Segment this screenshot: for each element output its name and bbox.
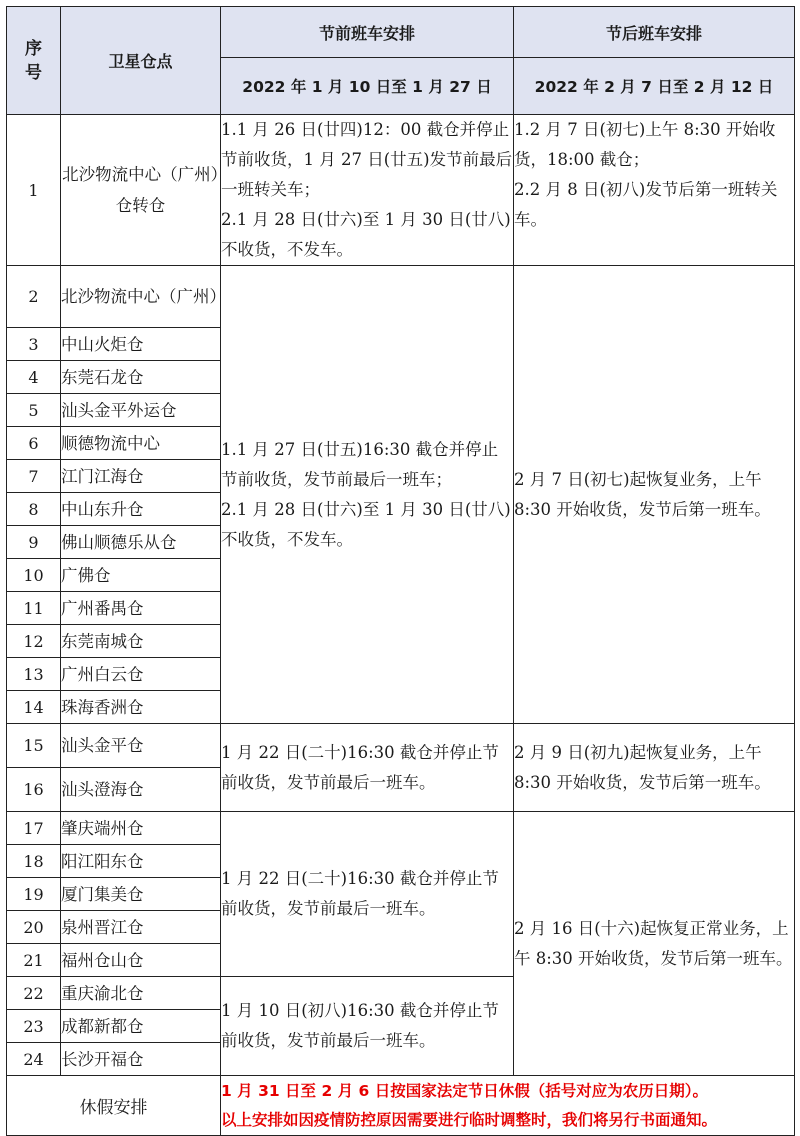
row-number: 5	[7, 394, 61, 427]
warehouse-name: 汕头金平仓	[61, 724, 221, 768]
row-number: 18	[7, 845, 61, 878]
warehouse-name: 广佛仓	[61, 559, 221, 592]
warehouse-name: 东莞南城仓	[61, 625, 221, 658]
warehouse-name: 福州仓山仓	[61, 944, 221, 977]
warehouse-name: 成都新都仓	[61, 1010, 221, 1043]
row-number: 3	[7, 328, 61, 361]
warehouse-name: 珠海香洲仓	[61, 691, 221, 724]
warehouse-name: 汕头澄海仓	[61, 768, 221, 812]
row-number: 21	[7, 944, 61, 977]
row-number: 12	[7, 625, 61, 658]
warehouse-name: 阳江阳东仓	[61, 845, 221, 878]
before-arrangement: 1 月 22 日(二十)16:30 截仓并停止节前收货，发节前最后一班车。	[221, 724, 514, 812]
warehouse-name: 中山东升仓	[61, 493, 221, 526]
warehouse-name: 广州番禺仓	[61, 592, 221, 625]
before-arrangement: 1.1 月 27 日(廿五)16:30 截仓并停止节前收货，发节前最后一班车； 2.1 月 28 日(廿六)至 1 月 30 日(廿八)不收货，不发车。	[221, 266, 514, 724]
header-after: 节后班车安排	[514, 7, 795, 58]
warehouse-name: 江门江海仓	[61, 460, 221, 493]
header-after-dates: 2022 年 2 月 7 日至 2 月 12 日	[514, 58, 795, 115]
warehouse-name: 佛山顺德乐从仓	[61, 526, 221, 559]
after-arrangement: 2 月 16 日(十六)起恢复正常业务，上午 8:30 开始收货，发节后第一班车。	[514, 812, 795, 1076]
row-number: 17	[7, 812, 61, 845]
row-number: 10	[7, 559, 61, 592]
warehouse-name: 泉州晋江仓	[61, 911, 221, 944]
schedule-table	[6, 6, 795, 1136]
row-number: 20	[7, 911, 61, 944]
after-arrangement: 2 月 9 日(初九)起恢复业务，上午 8:30 开始收货，发节后第一班车。	[514, 724, 795, 812]
after-arrangement: 2 月 7 日(初七)起恢复业务，上午 8:30 开始收货，发节后第一班车。	[514, 266, 795, 724]
header-before-dates: 2022 年 1 月 10 日至 1 月 27 日	[221, 58, 514, 115]
warehouse-name: 重庆渝北仓	[61, 977, 221, 1010]
before-arrangement: 1.1 月 26 日(廿四)12：00 截仓并停止节前收货，1 月 27 日(廿五)发节前最后一班转关车； 2.1 月 28 日(廿六)至 1 月 30 日(廿八)不收货，不发车。	[221, 115, 514, 266]
warehouse-name: 东莞石龙仓	[61, 361, 221, 394]
after-arrangement: 1.2 月 7 日(初七)上午 8:30 开始收货，18:00 截仓； 2.2 月 8 日(初八)发节后第一班转关车。	[514, 115, 795, 266]
row-number: 9	[7, 526, 61, 559]
row-number: 2	[7, 266, 61, 328]
row-number: 16	[7, 768, 61, 812]
row-number: 15	[7, 724, 61, 768]
warehouse-name: 厦门集美仓	[61, 878, 221, 911]
row-number: 4	[7, 361, 61, 394]
header-index: 序 号	[7, 7, 61, 115]
warehouse-name: 肇庆端州仓	[61, 812, 221, 845]
header-warehouse: 卫星仓点	[61, 7, 221, 115]
holiday-line-2: 以上安排如因疫情防控原因需要进行临时调整时，我们将另行书面通知。	[221, 1110, 718, 1129]
row-number: 22	[7, 977, 61, 1010]
header-before: 节前班车安排	[221, 7, 514, 58]
warehouse-name: 中山火炬仓	[61, 328, 221, 361]
warehouse-name: 广州白云仓	[61, 658, 221, 691]
before-arrangement: 1 月 10 日(初八)16:30 截仓并停止节前收货，发节前最后一班车。	[221, 977, 514, 1076]
holiday-line-1: 1 月 31 日至 2 月 6 日按国家法定节日休假（括号对应为农历日期）。	[221, 1081, 708, 1100]
row-number: 13	[7, 658, 61, 691]
row-number: 23	[7, 1010, 61, 1043]
warehouse-name: 长沙开福仓	[61, 1043, 221, 1076]
row-number: 14	[7, 691, 61, 724]
holiday-notice	[221, 1076, 795, 1136]
row-number: 19	[7, 878, 61, 911]
row-number: 6	[7, 427, 61, 460]
warehouse-name: 北沙物流中心（广州）仓转仓	[61, 115, 221, 266]
row-number: 11	[7, 592, 61, 625]
warehouse-name: 汕头金平外运仓	[61, 394, 221, 427]
row-number: 1	[7, 115, 61, 266]
before-arrangement: 1 月 22 日(二十)16:30 截仓并停止节前收货，发节前最后一班车。	[221, 812, 514, 977]
holiday-label: 休假安排	[7, 1076, 221, 1136]
warehouse-name: 北沙物流中心（广州）	[61, 266, 221, 328]
row-number: 7	[7, 460, 61, 493]
row-number: 24	[7, 1043, 61, 1076]
warehouse-name: 顺德物流中心	[61, 427, 221, 460]
row-number: 8	[7, 493, 61, 526]
